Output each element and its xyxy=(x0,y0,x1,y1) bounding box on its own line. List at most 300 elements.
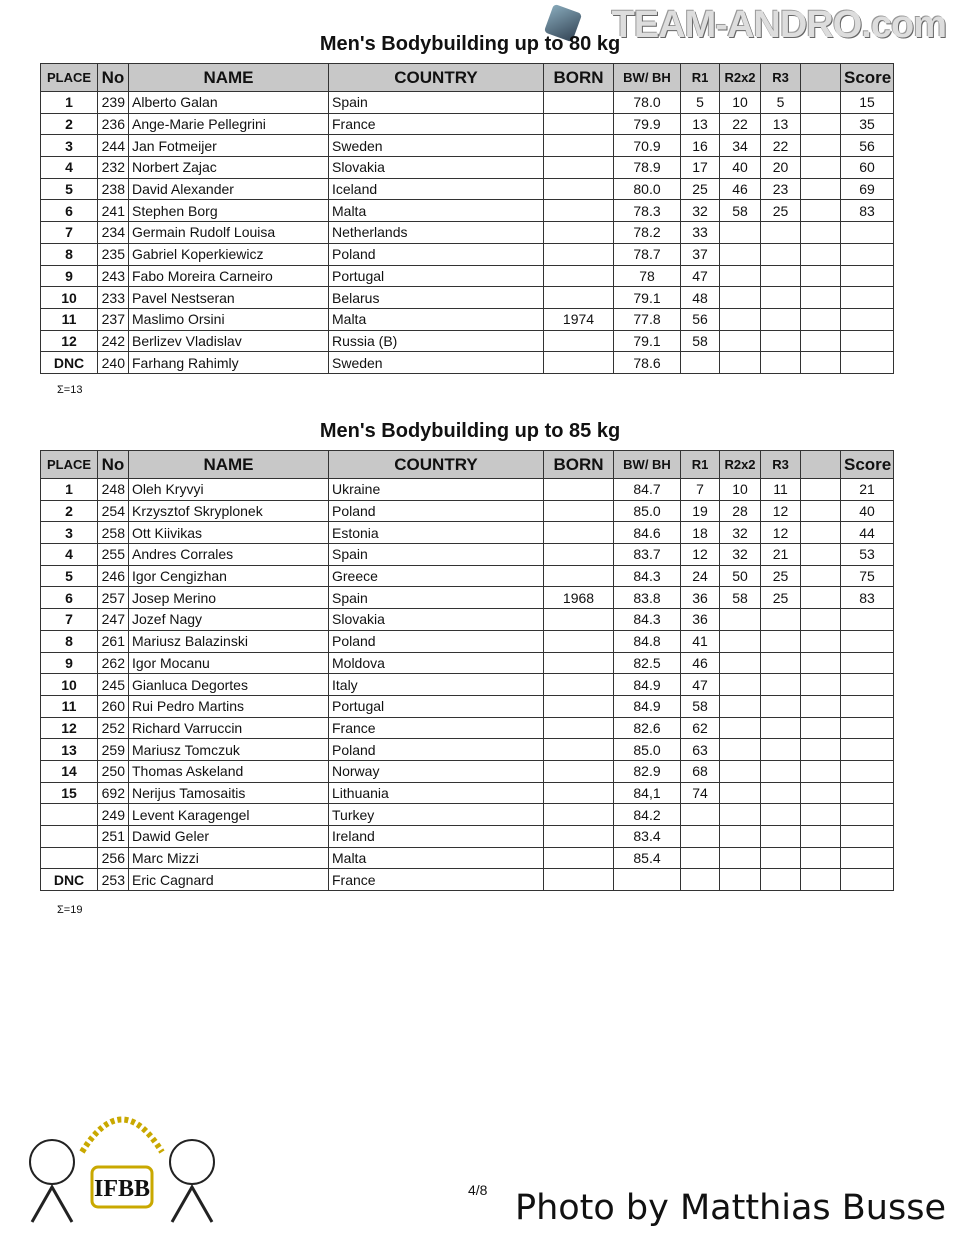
sum-85kg: Σ=19 xyxy=(57,904,83,916)
cell-number: 259 xyxy=(98,739,129,761)
cell-blank xyxy=(801,695,841,717)
cell-bodyweight: 84.3 xyxy=(614,609,681,631)
cell-name: Jan Fotmeijer xyxy=(129,135,329,157)
cell-bodyweight: 83.4 xyxy=(614,826,681,848)
cell-place: 9 xyxy=(41,652,98,674)
cell-r1: 19 xyxy=(681,500,720,522)
cell-country: Spain xyxy=(329,544,544,566)
cell-country: Ukraine xyxy=(329,479,544,501)
cell-score xyxy=(841,695,894,717)
cell-place: 14 xyxy=(41,760,98,782)
cell-born xyxy=(544,869,614,891)
cell-r2x2 xyxy=(720,243,761,265)
cell-country: Italy xyxy=(329,674,544,696)
cell-born xyxy=(544,717,614,739)
cell-country: Slovakia xyxy=(329,157,544,179)
cell-number: 253 xyxy=(98,869,129,891)
cell-r3 xyxy=(761,804,801,826)
cell-number: 243 xyxy=(98,265,129,287)
cell-number: 246 xyxy=(98,565,129,587)
cell-r1: 36 xyxy=(681,587,720,609)
header-r2x2: R2x2 xyxy=(720,451,761,479)
cell-r3 xyxy=(761,826,801,848)
cell-born xyxy=(544,609,614,631)
header-number: No xyxy=(98,451,129,479)
cell-country: France xyxy=(329,869,544,891)
cell-country: Estonia xyxy=(329,522,544,544)
cell-bodyweight: 85.0 xyxy=(614,500,681,522)
cell-born xyxy=(544,352,614,374)
cell-bodyweight: 83.8 xyxy=(614,587,681,609)
cell-number: 234 xyxy=(98,222,129,244)
cell-score xyxy=(841,847,894,869)
cell-name: Farhang Rahimly xyxy=(129,352,329,374)
cell-r3 xyxy=(761,630,801,652)
watermark: TEAM-ANDRO.com xyxy=(611,4,946,46)
cell-bodyweight: 84.7 xyxy=(614,479,681,501)
cell-bodyweight: 82.9 xyxy=(614,760,681,782)
cell-r1: 41 xyxy=(681,630,720,652)
cell-r3: 11 xyxy=(761,479,801,501)
cell-r3: 23 xyxy=(761,178,801,200)
cell-r3 xyxy=(761,739,801,761)
cell-name: Norbert Zajac xyxy=(129,157,329,179)
cell-r1: 46 xyxy=(681,652,720,674)
cell-number: 257 xyxy=(98,587,129,609)
cell-born xyxy=(544,287,614,309)
cell-country: Russia (B) xyxy=(329,330,544,352)
cell-r3 xyxy=(761,265,801,287)
cell-name: Stephen Borg xyxy=(129,200,329,222)
cell-number: 262 xyxy=(98,652,129,674)
page-number: 4/8 xyxy=(468,1182,488,1198)
results-table-85kg xyxy=(40,450,894,891)
cell-score xyxy=(841,287,894,309)
cell-r2x2 xyxy=(720,630,761,652)
cell-place: 1 xyxy=(41,92,98,114)
table-row xyxy=(41,652,894,674)
cell-place: 3 xyxy=(41,135,98,157)
cell-bodyweight: 79.1 xyxy=(614,287,681,309)
cell-number: 240 xyxy=(98,352,129,374)
header-blank xyxy=(801,64,841,92)
cell-born xyxy=(544,565,614,587)
cell-country: Slovakia xyxy=(329,609,544,631)
cell-r1: 58 xyxy=(681,330,720,352)
table-row xyxy=(41,609,894,631)
cell-country: France xyxy=(329,113,544,135)
sum-80kg: Σ=13 xyxy=(57,384,83,396)
cell-number: 261 xyxy=(98,630,129,652)
cell-r2x2: 10 xyxy=(720,92,761,114)
cell-place: 2 xyxy=(41,500,98,522)
cell-r1: 24 xyxy=(681,565,720,587)
cell-r2x2: 40 xyxy=(720,157,761,179)
cell-place: 4 xyxy=(41,157,98,179)
header-r3: R3 xyxy=(761,451,801,479)
table-row xyxy=(41,565,894,587)
cell-r3 xyxy=(761,352,801,374)
header-place: PLACE xyxy=(41,64,98,92)
cell-r3: 25 xyxy=(761,565,801,587)
table-row xyxy=(41,826,894,848)
cell-r3 xyxy=(761,782,801,804)
cell-bodyweight: 79.1 xyxy=(614,330,681,352)
cell-r1: 58 xyxy=(681,695,720,717)
cell-r1: 48 xyxy=(681,287,720,309)
cell-name: Rui Pedro Martins xyxy=(129,695,329,717)
header-r2x2: R2x2 xyxy=(720,64,761,92)
cell-number: 247 xyxy=(98,609,129,631)
cell-r1: 32 xyxy=(681,200,720,222)
cell-name: Mariusz Balazinski xyxy=(129,630,329,652)
cell-bodyweight: 78 xyxy=(614,265,681,287)
cell-bodyweight: 80.0 xyxy=(614,178,681,200)
table-row xyxy=(41,739,894,761)
cell-bodyweight: 78.0 xyxy=(614,92,681,114)
cell-r3 xyxy=(761,869,801,891)
cell-r2x2 xyxy=(720,826,761,848)
cell-place: 11 xyxy=(41,308,98,330)
cell-born xyxy=(544,826,614,848)
table-row xyxy=(41,265,894,287)
cell-bodyweight: 78.6 xyxy=(614,352,681,374)
cell-name: Josep Merino xyxy=(129,587,329,609)
cell-name: Gabriel Koperkiewicz xyxy=(129,243,329,265)
cell-r2x2: 32 xyxy=(720,522,761,544)
cell-blank xyxy=(801,760,841,782)
table-row xyxy=(41,287,894,309)
cell-r3: 13 xyxy=(761,113,801,135)
cell-number: 235 xyxy=(98,243,129,265)
cell-blank xyxy=(801,92,841,114)
cell-r1 xyxy=(681,804,720,826)
cell-r1: 47 xyxy=(681,265,720,287)
cell-r2x2: 50 xyxy=(720,565,761,587)
cell-r3 xyxy=(761,674,801,696)
header-place: PLACE xyxy=(41,451,98,479)
cell-name: Nerijus Tamosaitis xyxy=(129,782,329,804)
cell-born xyxy=(544,200,614,222)
cell-blank xyxy=(801,135,841,157)
cell-place: 15 xyxy=(41,782,98,804)
cell-bodyweight: 84.2 xyxy=(614,804,681,826)
cell-number: 232 xyxy=(98,157,129,179)
cell-bodyweight: 84.9 xyxy=(614,674,681,696)
cell-score xyxy=(841,609,894,631)
cell-r2x2 xyxy=(720,869,761,891)
cell-bodyweight: 77.8 xyxy=(614,308,681,330)
cell-born xyxy=(544,630,614,652)
cell-country: Turkey xyxy=(329,804,544,826)
table-row xyxy=(41,178,894,200)
cell-born xyxy=(544,695,614,717)
cell-r1 xyxy=(681,352,720,374)
header-score: Score xyxy=(841,451,894,479)
cell-born xyxy=(544,739,614,761)
cell-blank xyxy=(801,565,841,587)
cell-country: Lithuania xyxy=(329,782,544,804)
cell-blank xyxy=(801,804,841,826)
cell-r2x2: 46 xyxy=(720,178,761,200)
cell-name: Ange-Marie Pellegrini xyxy=(129,113,329,135)
cell-blank xyxy=(801,479,841,501)
cell-r1: 62 xyxy=(681,717,720,739)
logo-text: IFBB xyxy=(93,1176,151,1202)
table-row xyxy=(41,587,894,609)
cell-score xyxy=(841,265,894,287)
table-row xyxy=(41,695,894,717)
cell-score: 56 xyxy=(841,135,894,157)
cell-place: 5 xyxy=(41,178,98,200)
cell-place xyxy=(41,826,98,848)
header-row xyxy=(41,451,894,479)
cell-place: 7 xyxy=(41,222,98,244)
cell-bodyweight: 78.2 xyxy=(614,222,681,244)
cell-country: Netherlands xyxy=(329,222,544,244)
table-row xyxy=(41,200,894,222)
cell-r1: 68 xyxy=(681,760,720,782)
cell-r1: 13 xyxy=(681,113,720,135)
cell-bodyweight: 85.0 xyxy=(614,739,681,761)
cell-number: 233 xyxy=(98,287,129,309)
cell-bodyweight xyxy=(614,869,681,891)
cell-score: 44 xyxy=(841,522,894,544)
cell-blank xyxy=(801,739,841,761)
cell-score: 21 xyxy=(841,479,894,501)
results-table-80kg xyxy=(40,63,894,374)
cell-blank xyxy=(801,522,841,544)
cell-born xyxy=(544,500,614,522)
cell-r3 xyxy=(761,222,801,244)
cell-bodyweight: 78.3 xyxy=(614,200,681,222)
cell-r3: 5 xyxy=(761,92,801,114)
cell-r2x2 xyxy=(720,222,761,244)
cell-r3 xyxy=(761,308,801,330)
cell-born xyxy=(544,782,614,804)
cell-country: Ireland xyxy=(329,826,544,848)
cell-r1: 16 xyxy=(681,135,720,157)
cell-score xyxy=(841,243,894,265)
cell-bodyweight: 85.4 xyxy=(614,847,681,869)
table-row xyxy=(41,308,894,330)
table-row xyxy=(41,92,894,114)
cell-place: 11 xyxy=(41,695,98,717)
cell-score: 40 xyxy=(841,500,894,522)
cell-bodyweight: 84.6 xyxy=(614,522,681,544)
cell-r3: 12 xyxy=(761,522,801,544)
cell-score xyxy=(841,739,894,761)
cell-bodyweight: 82.5 xyxy=(614,652,681,674)
header-r3: R3 xyxy=(761,64,801,92)
cell-score xyxy=(841,674,894,696)
cell-r3 xyxy=(761,760,801,782)
cell-name: Ott Kiivikas xyxy=(129,522,329,544)
cell-country: France xyxy=(329,717,544,739)
cell-name: Gianluca Degortes xyxy=(129,674,329,696)
cell-blank xyxy=(801,178,841,200)
cell-place xyxy=(41,804,98,826)
cell-country: Poland xyxy=(329,739,544,761)
cell-r2x2 xyxy=(720,308,761,330)
cell-blank xyxy=(801,869,841,891)
cell-place: 1 xyxy=(41,479,98,501)
photo-credit: Photo by Matthias Busse xyxy=(514,1188,946,1228)
cell-r3: 12 xyxy=(761,500,801,522)
cell-number: 258 xyxy=(98,522,129,544)
cell-place: 12 xyxy=(41,330,98,352)
cell-place: 12 xyxy=(41,717,98,739)
cell-country: Sweden xyxy=(329,135,544,157)
cell-score xyxy=(841,652,894,674)
cell-born xyxy=(544,674,614,696)
table-row xyxy=(41,500,894,522)
cell-number: 237 xyxy=(98,308,129,330)
cell-name: Marc Mizzi xyxy=(129,847,329,869)
table-row xyxy=(41,330,894,352)
cell-score: 83 xyxy=(841,587,894,609)
cell-r1: 63 xyxy=(681,739,720,761)
cell-name: Oleh Kryvyi xyxy=(129,479,329,501)
cell-r2x2: 32 xyxy=(720,544,761,566)
cell-blank xyxy=(801,630,841,652)
cell-number: 242 xyxy=(98,330,129,352)
cell-place: DNC xyxy=(41,869,98,891)
cell-place: DNC xyxy=(41,352,98,374)
cell-blank xyxy=(801,330,841,352)
cell-number: 692 xyxy=(98,782,129,804)
cell-r2x2 xyxy=(720,695,761,717)
cell-number: 244 xyxy=(98,135,129,157)
cell-bodyweight: 83.7 xyxy=(614,544,681,566)
table-title-85kg: Men's Bodybuilding up to 85 kg xyxy=(319,420,621,442)
cell-r3: 22 xyxy=(761,135,801,157)
cell-born xyxy=(544,522,614,544)
cell-born xyxy=(544,265,614,287)
table-row xyxy=(41,544,894,566)
cell-born: 1968 xyxy=(544,587,614,609)
cell-place: 10 xyxy=(41,287,98,309)
cell-country: Poland xyxy=(329,500,544,522)
cell-r1: 47 xyxy=(681,674,720,696)
cell-score: 35 xyxy=(841,113,894,135)
cell-r1: 56 xyxy=(681,308,720,330)
cell-r2x2: 58 xyxy=(720,587,761,609)
table-row xyxy=(41,760,894,782)
cell-blank xyxy=(801,609,841,631)
cell-blank xyxy=(801,826,841,848)
cell-born xyxy=(544,135,614,157)
cell-name: Igor Cengizhan xyxy=(129,565,329,587)
cell-country: Spain xyxy=(329,92,544,114)
cell-r2x2 xyxy=(720,804,761,826)
cell-country: Malta xyxy=(329,200,544,222)
ifbb-logo xyxy=(12,1092,232,1237)
table-row xyxy=(41,869,894,891)
cell-number: 254 xyxy=(98,500,129,522)
cell-name: Igor Mocanu xyxy=(129,652,329,674)
cell-score: 75 xyxy=(841,565,894,587)
cell-country: Norway xyxy=(329,760,544,782)
cell-r3 xyxy=(761,609,801,631)
table-row xyxy=(41,157,894,179)
cell-r3: 25 xyxy=(761,587,801,609)
cell-blank xyxy=(801,717,841,739)
cell-r3 xyxy=(761,652,801,674)
cell-name: Krzysztof Skryplonek xyxy=(129,500,329,522)
cell-name: Berlizev Vladislav xyxy=(129,330,329,352)
header-born: BORN xyxy=(544,451,614,479)
cell-score xyxy=(841,760,894,782)
cell-place: 2 xyxy=(41,113,98,135)
header-born: BORN xyxy=(544,64,614,92)
cell-name: Maslimo Orsini xyxy=(129,308,329,330)
table-row xyxy=(41,222,894,244)
cell-score xyxy=(841,869,894,891)
header-score: Score xyxy=(841,64,894,92)
cell-r3 xyxy=(761,717,801,739)
cell-born xyxy=(544,544,614,566)
cell-place: 10 xyxy=(41,674,98,696)
cell-score: 83 xyxy=(841,200,894,222)
header-bodyweight: BW/ BH xyxy=(614,64,681,92)
cell-r2x2 xyxy=(720,739,761,761)
cell-number: 255 xyxy=(98,544,129,566)
header-r1: R1 xyxy=(681,64,720,92)
cell-born xyxy=(544,178,614,200)
cell-bodyweight: 84.3 xyxy=(614,565,681,587)
cell-name: Levent Karagengel xyxy=(129,804,329,826)
cell-r2x2 xyxy=(720,717,761,739)
cell-born xyxy=(544,804,614,826)
cell-country: Malta xyxy=(329,308,544,330)
cell-number: 236 xyxy=(98,113,129,135)
cell-name: Thomas Askeland xyxy=(129,760,329,782)
cell-bodyweight: 79.9 xyxy=(614,113,681,135)
cell-name: Pavel Nestseran xyxy=(129,287,329,309)
cell-number: 250 xyxy=(98,760,129,782)
cell-r1: 17 xyxy=(681,157,720,179)
cell-blank xyxy=(801,782,841,804)
cell-born xyxy=(544,760,614,782)
table-row xyxy=(41,352,894,374)
cell-r1: 33 xyxy=(681,222,720,244)
table-row xyxy=(41,630,894,652)
cell-r2x2 xyxy=(720,674,761,696)
cell-number: 251 xyxy=(98,826,129,848)
table-row xyxy=(41,113,894,135)
cell-number: 239 xyxy=(98,92,129,114)
header-name: NAME xyxy=(129,451,329,479)
cell-r1: 7 xyxy=(681,479,720,501)
cell-number: 260 xyxy=(98,695,129,717)
cell-score: 15 xyxy=(841,92,894,114)
header-country: COUNTRY xyxy=(329,64,544,92)
cell-score xyxy=(841,782,894,804)
cell-blank xyxy=(801,265,841,287)
cell-name: Eric Cagnard xyxy=(129,869,329,891)
cell-score xyxy=(841,717,894,739)
header-blank xyxy=(801,451,841,479)
cell-number: 252 xyxy=(98,717,129,739)
cell-place: 4 xyxy=(41,544,98,566)
cell-place xyxy=(41,847,98,869)
cell-born xyxy=(544,92,614,114)
cell-r3 xyxy=(761,287,801,309)
cell-born xyxy=(544,479,614,501)
header-number: No xyxy=(98,64,129,92)
cell-number: 241 xyxy=(98,200,129,222)
